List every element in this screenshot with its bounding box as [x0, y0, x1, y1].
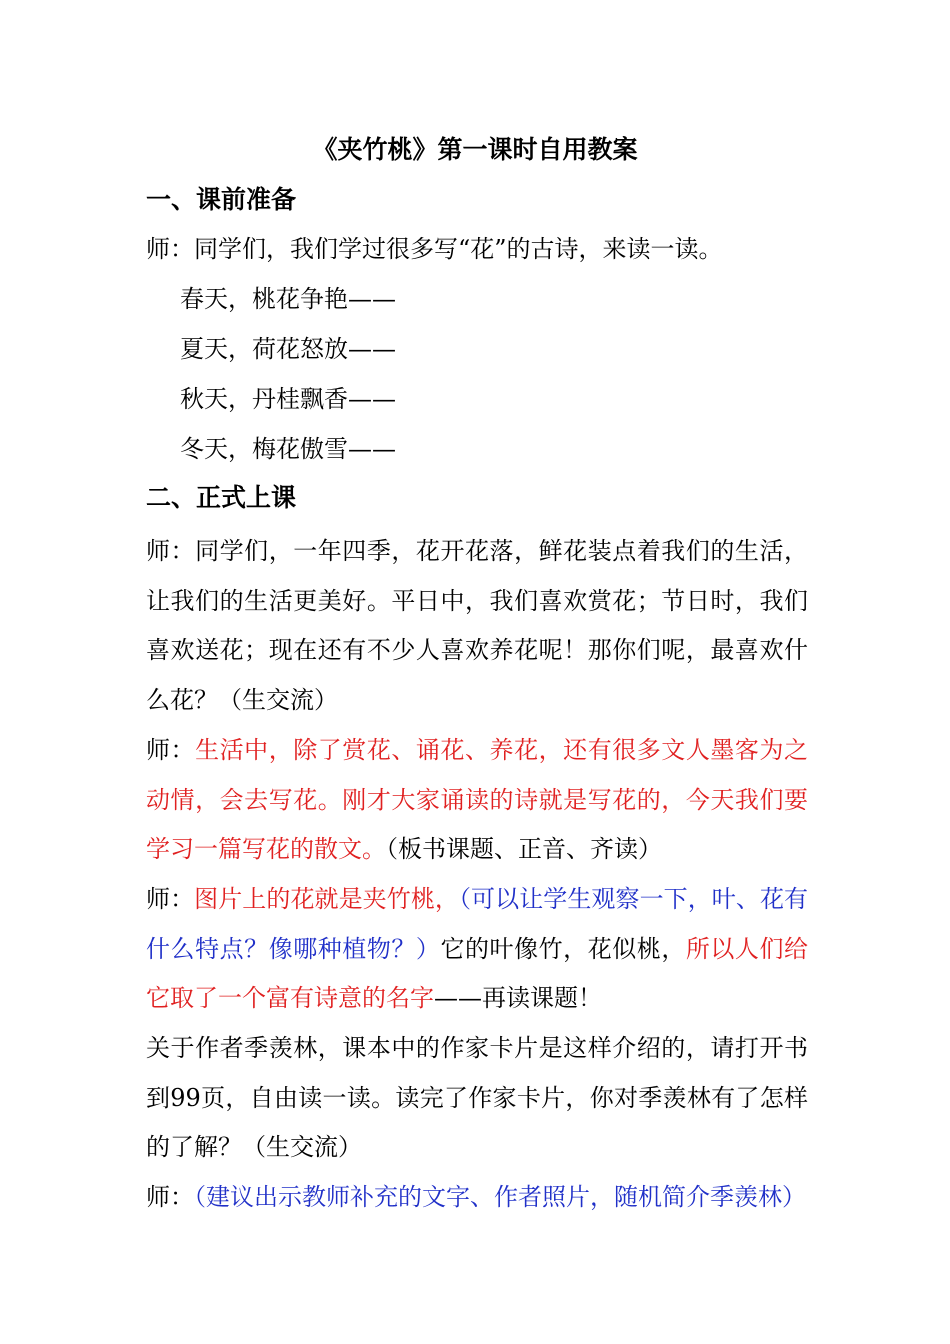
highlight-blue-note: （建议出示教师补充的文字、作者照片，随机简介季羡林）	[194, 1183, 806, 1211]
paragraph-author-card: 关于作者季羡林，课本中的作家卡片是这样介绍的，请打开书到99页，自由读一读。读完了作家卡片，你对季羡林有了怎样的了解？（生交流）	[146, 1034, 808, 1162]
intro-line: 师：同学们，我们学过很多写“花”的古诗，来读一读。	[146, 235, 723, 263]
highlight-blue-note: （可以让学生观察一下，叶、花有什么特点？像哪种植物？）	[146, 885, 809, 963]
teacher-prefix: 师：	[146, 1183, 194, 1211]
section-heading-class: 二、正式上课	[146, 483, 297, 512]
paragraph-author-intro	[146, 1173, 808, 1223]
highlight-red-text: 图片上的花就是夹竹桃，	[194, 885, 459, 913]
poem-line-spring: 春天，桃花争艳——	[180, 285, 396, 313]
plain-text: （板书课题、正音、齐读）	[386, 835, 662, 864]
plain-text: 它的叶像竹，花似桃，	[440, 934, 686, 963]
highlight-red-text: 生活中，除了赏花、诵花、养花，还有很多文人墨客为之动情，会去写花。刚才大家诵读的诗就是写花的，今天我们要学习一篇写花的散文。	[146, 736, 808, 864]
teacher-prefix: 师：	[146, 736, 196, 764]
poem-line-winter: 冬天，梅花傲雪——	[180, 435, 396, 463]
poem-line-autumn: 秋天，丹桂飘香——	[180, 385, 396, 413]
paragraph-opening: 师：同学们，一年四季，花开花落，鲜花装点着我们的生活，让我们的生活更美好。平日中，我们喜欢赏花；节日时，我们喜欢送花；现在还有不少人喜欢养花呢！那你们呢，最喜欢什么花？（生交流）	[146, 537, 808, 714]
teacher-prefix: 师：	[146, 885, 195, 913]
paragraph-oleander-picture	[146, 875, 808, 1024]
document-title: 《夹竹桃》第一课时自用教案	[312, 135, 638, 164]
section-heading-preparation: 一、课前准备	[146, 185, 297, 214]
plain-text: ——再读课题！	[434, 984, 602, 1013]
poem-line-summer: 夏天，荷花怒放——	[180, 335, 396, 363]
highlight-red-text: 所以人们给它取了一个富有诗意的名字	[146, 934, 809, 1013]
paragraph-writing-flowers	[146, 726, 808, 875]
